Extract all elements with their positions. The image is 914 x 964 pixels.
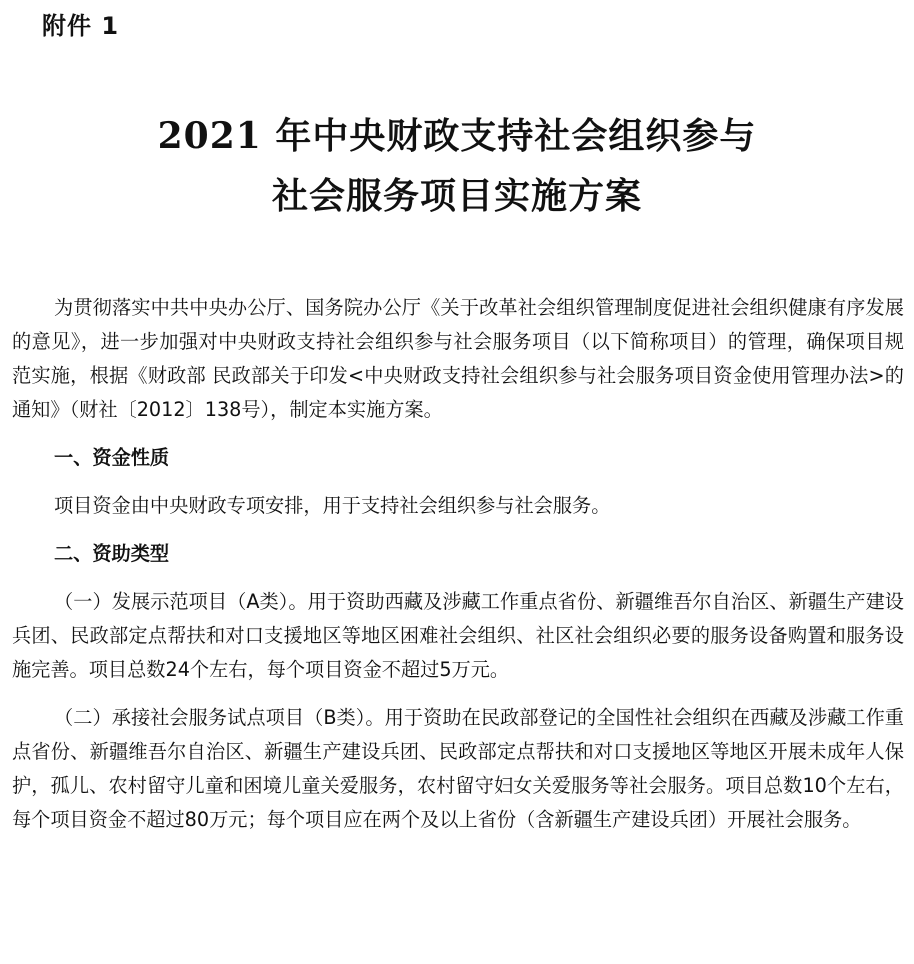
section-heading-funding-types: 二、资助类型 (54, 542, 170, 565)
type-b-paragraph: （二）承接社会服务试点项目（B类）。用于资助在民政部登记的全国性社会组织在西藏及涉藏工作重点省份、新疆维吾尔自治区、新疆生产建设兵团、民政部定点帮扶和对口支援地区等地区开展未成年人保护，孤儿、农村留守儿童和困境儿童关爱服务，农村留守妇女关爱服务等社会服务。项目总数10个左右，每个项目资金不超过80万元；每个项目应在两个及以上省份（含新疆生产建设兵团）开展社会服务。 (12, 706, 904, 831)
section-heading-fund-nature: 一、资金性质 (54, 446, 170, 469)
document-title-line-2: 社会服务项目实施方案 (271, 175, 642, 217)
fund-nature-paragraph: 项目资金由中央财政专项安排，用于支持社会组织参与社会服务。 (54, 494, 611, 517)
type-a-paragraph: （一）发展示范项目（A类）。用于资助西藏及涉藏工作重点省份、新疆维吾尔自治区、新疆生产建设兵团、民政部定点帮扶和对口支援地区等地区困难社会组织、社区社会组织必要的服务设备购置和服务设施完善。项目总数24个左右，每个项目资金不超过5万元。 (12, 590, 904, 681)
intro-paragraph: 为贯彻落实中共中央办公厅、国务院办公厅《关于改革社会组织管理制度促进社会组织健康有序发展的意见》，进一步加强对中央财政支持社会组织参与社会服务项目（以下简称项目）的管理，确保项目规范实施，根据《财政部 民政部关于印发<中央财政支持社会组织参与社会服务项目资金使用管理办法>的通知》（财社〔2012〕138号），制定本实施方案。 (12, 296, 904, 421)
document-title-line-1: 2021 年中央财政支持社会组织参与 (157, 115, 757, 157)
attachment-label: 附件 1 (42, 12, 120, 40)
document-body (12, 291, 904, 851)
